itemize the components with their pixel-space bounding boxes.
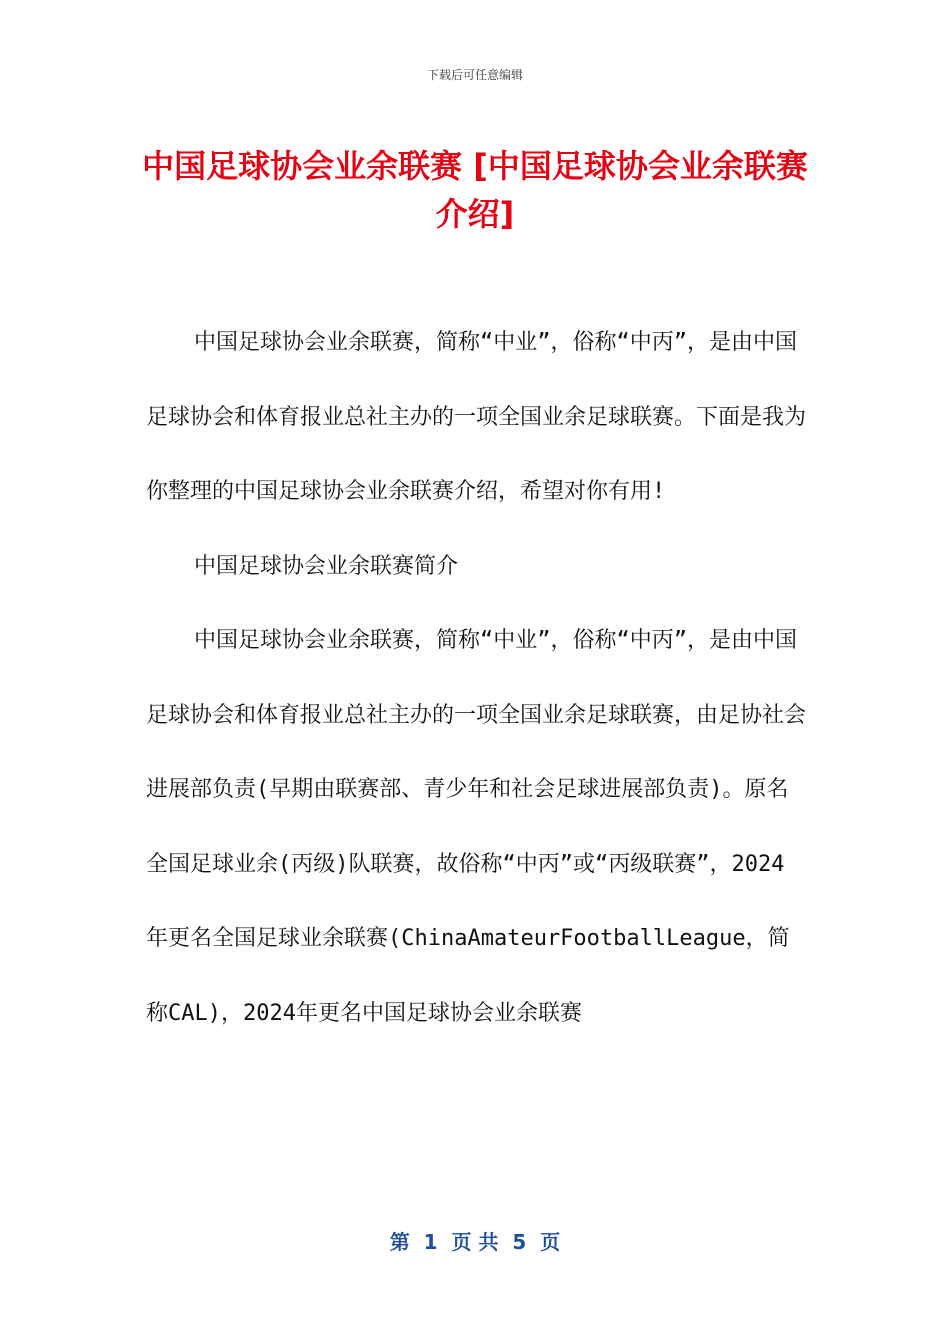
document-body — [146, 306, 806, 1051]
section-heading: 中国足球协会业余联赛简介 — [194, 553, 459, 579]
paragraph-intro-detail: 中国足球协会业余联赛，简称“中业”，俗称“中丙”，是由中国足球协会和体育报业总社主办的一项全国业余足球联赛，由足协社会进展部负责(早期由联赛部、青少年和社会足球进展部负责)。原名全国足球业余(丙级)队联赛，故俗称“中丙”或“丙级联赛”，2024年更名全国足球业余联赛(ChinaAmateurFootballLeague，简称CAL)，2024年更名中国足球协会业余联赛 — [146, 628, 807, 1026]
header-note: 下载后可任意编辑 — [426, 68, 523, 82]
document-title: 中国足球协会业余联赛 [中国足球协会业余联赛介绍] — [142, 147, 808, 233]
page-footer: 第 1 页 共 5 页 — [389, 1230, 561, 1254]
paragraph-intro: 中国足球协会业余联赛，简称“中业”，俗称“中丙”，是由中国足球协会和体育报业总社主办的一项全国业余足球联赛。下面是我为你整理的中国足球协会业余联赛介绍，希望对你有用! — [146, 330, 807, 504]
